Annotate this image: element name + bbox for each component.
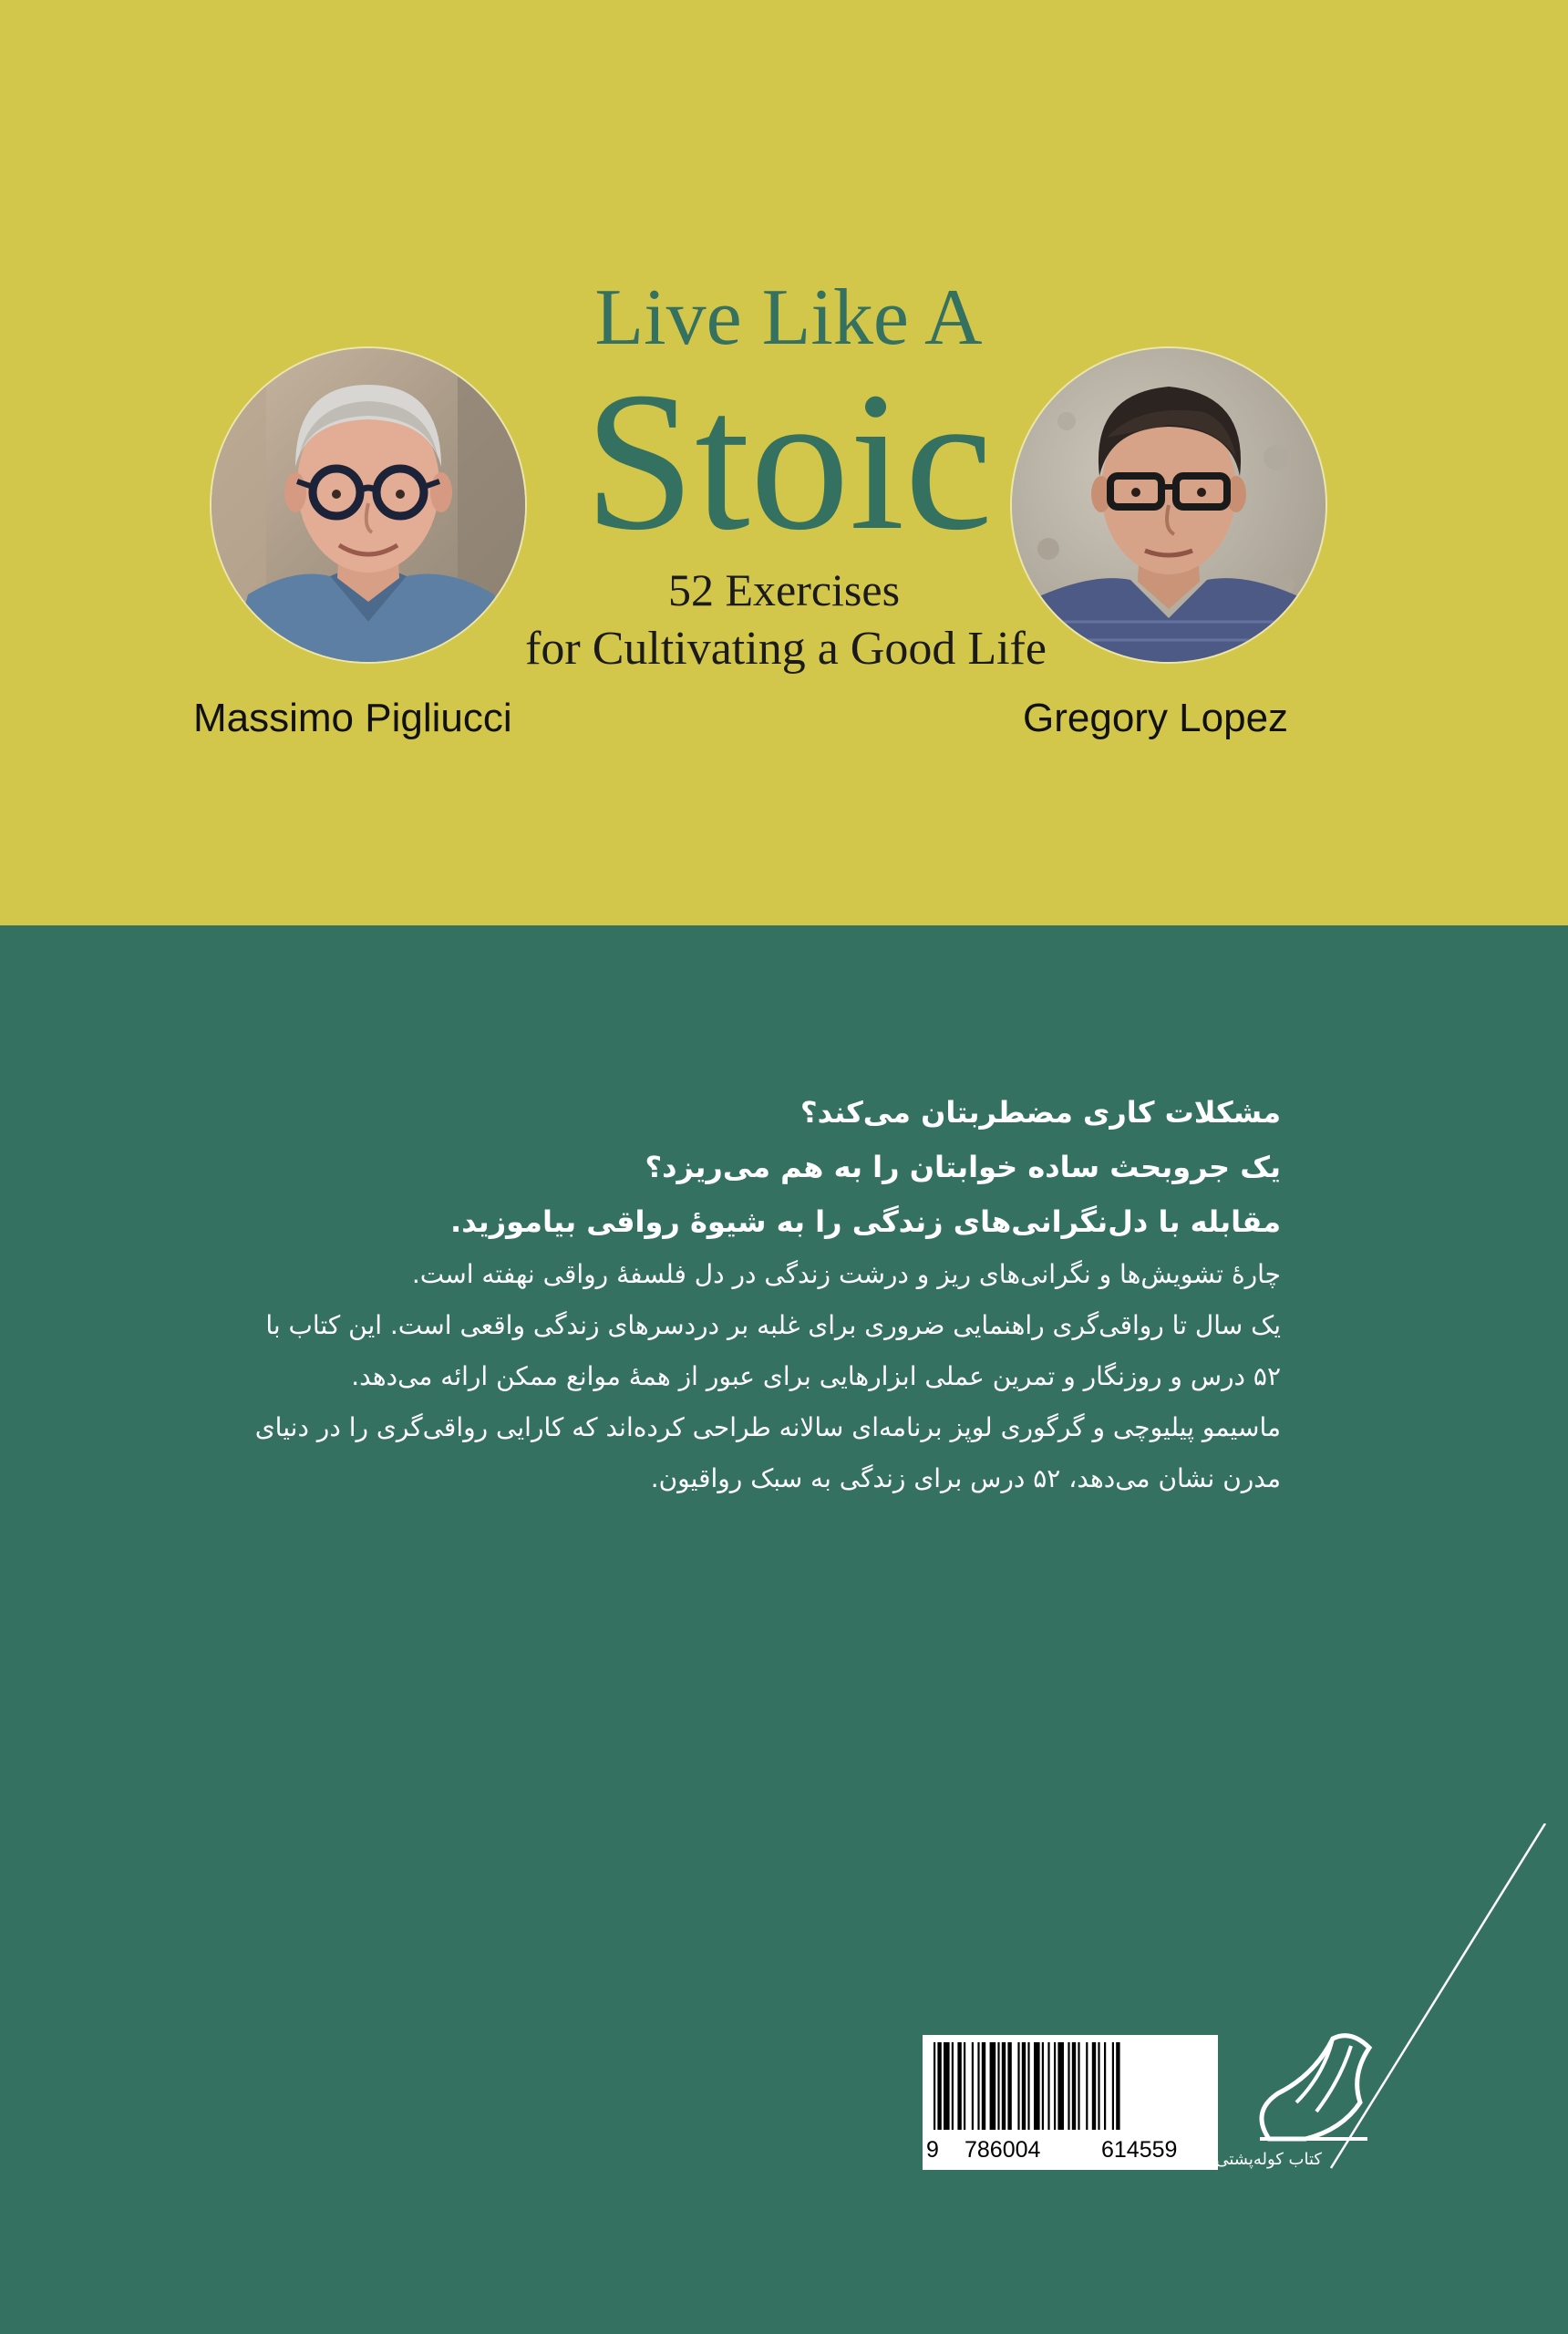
- book-title-line1: Live Like A: [594, 274, 983, 362]
- back-cover-blurb: [187, 1085, 1281, 1504]
- barcode-bar: [1002, 2042, 1006, 2130]
- barcode-bar: [997, 2042, 999, 2130]
- barcode-bar: [944, 2042, 950, 2130]
- barcode-bar: [1007, 2042, 1011, 2130]
- barcode-bar: [1017, 2042, 1019, 2130]
- barcode-bar: [972, 2042, 974, 2130]
- barcode-bar: [957, 2042, 961, 2130]
- barcode-bar: [977, 2042, 979, 2130]
- barcode-bar: [1057, 2042, 1064, 2130]
- barcode-digit-first: 9: [926, 2137, 939, 2163]
- barcode-bar: [1092, 2042, 1096, 2130]
- book-subtitle-line2: for Cultivating a Good Life: [525, 623, 1047, 675]
- barcode-bar: [1086, 2042, 1088, 2130]
- publisher-logo: [1233, 2002, 1397, 2166]
- blurb-paragraph-line: یک سال تا رواقی‌گری راهنمایی ضروری برای غلبه بر دردسرهای زندگی واقعی است. این کتاب با: [265, 1310, 1281, 1340]
- barcode-digit-group2: 614559: [1101, 2137, 1178, 2163]
- barcode-bar: [934, 2042, 935, 2130]
- author-name-left: Massimo Pigliucci: [193, 696, 512, 740]
- barcode-bar: [1104, 2042, 1106, 2130]
- barcode-bar: [990, 2042, 996, 2130]
- barcode-bar: [1034, 2042, 1040, 2130]
- barcode-digit-group1: 786004: [965, 2137, 1041, 2163]
- barcode-bar: [1042, 2042, 1044, 2130]
- book-subtitle-line1: 52 Exercises: [667, 564, 901, 615]
- blurb-question: مشکلات کاری مضطربتان می‌کند؟: [800, 1095, 1281, 1130]
- author-name-right: Gregory Lopez: [1023, 696, 1289, 740]
- barcode-bar: [952, 2042, 954, 2130]
- barcode-bar: [1078, 2042, 1079, 2130]
- barcode-bar: [1116, 2042, 1119, 2130]
- barcode-bar: [937, 2042, 941, 2130]
- barcode-bars: [930, 2042, 1211, 2130]
- blurb-paragraph-line: ماسیمو پیلیوچی و گرگوری لوپز برنامه‌ای سالانه طراحی کرده‌اند که کارایی رواقی‌گری را در دنیای: [254, 1412, 1281, 1442]
- blurb-question: مقابله با دل‌نگرانی‌های زندگی را به شیوهٔ رواقی بیاموزید.: [450, 1204, 1281, 1239]
- barcode-bar: [1068, 2042, 1069, 2130]
- barcode-bar: [1054, 2042, 1056, 2130]
- publisher-name: کتاب کوله‌پشتی: [1215, 2150, 1322, 2169]
- barcode-bar: [1098, 2042, 1099, 2130]
- barcode-bar: [982, 2042, 985, 2130]
- barcode-digits: [923, 2133, 1218, 2166]
- barcode-bar: [1047, 2042, 1049, 2130]
- blurb-paragraph-line: مدرن نشان می‌دهد، ۵۲ درس برای زندگی به سبک رواقیون.: [650, 1463, 1281, 1493]
- barcode-bar: [1027, 2042, 1029, 2130]
- book-title-line2: Stoic: [583, 352, 994, 572]
- barcode-bar: [964, 2042, 965, 2130]
- barcode-bar: [1112, 2042, 1114, 2130]
- blurb-paragraph-line: ۵۲ درس و روزنگار و تمرین عملی ابزارهایی برای عبور از همهٔ موانع ممکن ارائه می‌دهد.: [351, 1361, 1281, 1391]
- barcode-bar: [1072, 2042, 1076, 2130]
- barcode-bar: [1022, 2042, 1026, 2130]
- isbn-barcode: [923, 2035, 1218, 2170]
- blurb-paragraph-line: چارهٔ تشویش‌ها و نگرانی‌های ریز و درشت زندگی در دل فلسفهٔ رواقی نهفته است.: [411, 1259, 1281, 1289]
- blurb-question: یک جروبحث ساده خوابتان را به هم می‌ریزد؟: [645, 1150, 1281, 1184]
